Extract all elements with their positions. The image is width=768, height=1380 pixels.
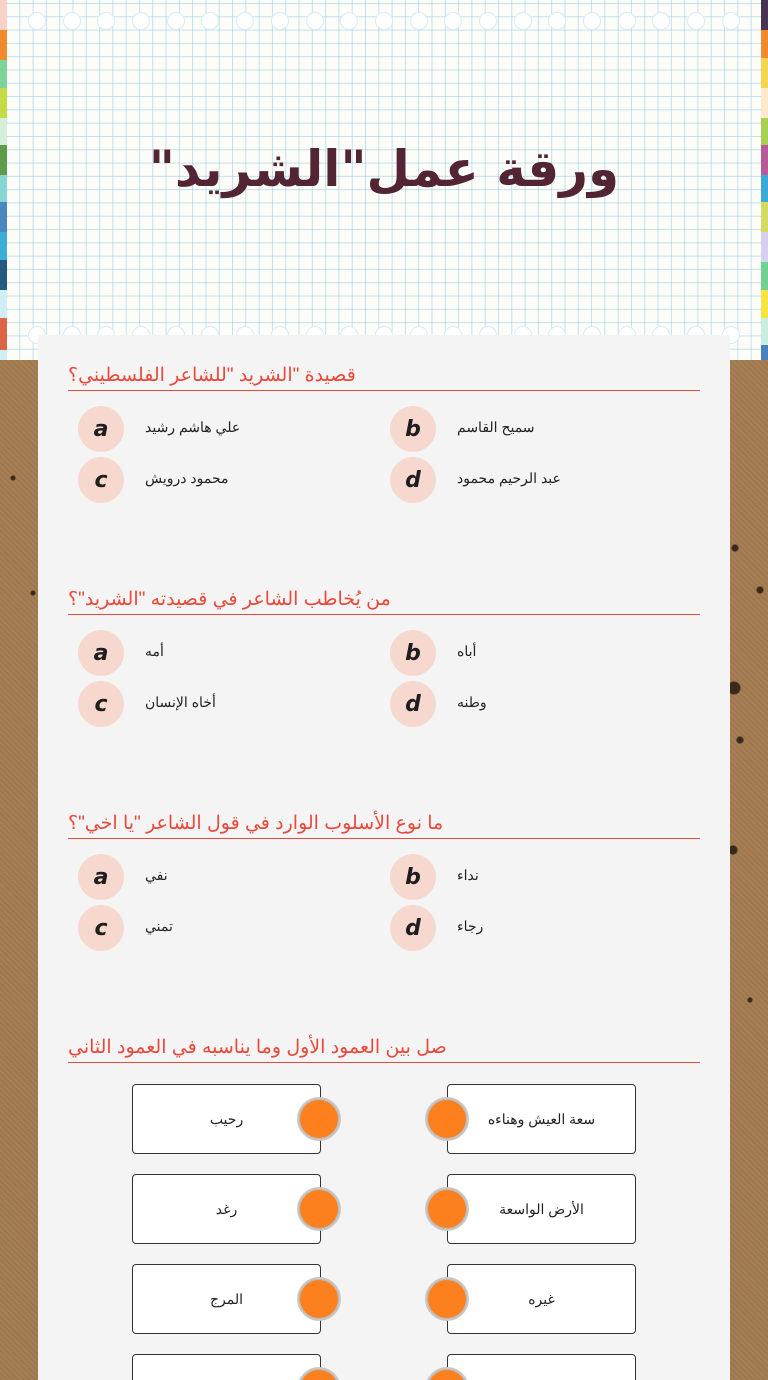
match-connector-right[interactable]: [425, 1277, 469, 1321]
choice-text: أمه: [145, 642, 164, 659]
match-right-item: غيره: [447, 1264, 636, 1334]
choice-b[interactable]: [390, 630, 476, 676]
choice-text: سميح القاسم: [457, 418, 535, 435]
match-row: [132, 1264, 636, 1334]
choice-b[interactable]: [390, 406, 535, 452]
choice-letter-badge: b: [390, 406, 436, 452]
match-right-item: الأرض الواسعة: [447, 1174, 636, 1244]
choice-text: رجاء: [457, 917, 484, 934]
choice-letter-badge: c: [78, 457, 124, 503]
choice-text: أخاه الإنسان: [145, 693, 216, 710]
match-left-item: رحيب: [132, 1084, 321, 1154]
choice-c[interactable]: [78, 457, 229, 503]
choice-letter-badge: b: [390, 854, 436, 900]
question-title: صل بين العمود الأول وما يناسبه في العمود الثاني: [68, 1033, 700, 1063]
match-row: [132, 1174, 636, 1244]
question-3: [68, 809, 700, 949]
question-title: قصيدة "الشريد "للشاعر الفلسطيني؟: [68, 361, 700, 391]
choice-letter-badge: a: [78, 406, 124, 452]
choice-text: تمني: [145, 917, 173, 934]
top-binder-holes: [28, 12, 740, 32]
choice-letter-badge: d: [390, 905, 436, 951]
match-connector-right[interactable]: [425, 1187, 469, 1231]
match-connector-left[interactable]: [297, 1097, 341, 1141]
match-row: [132, 1354, 636, 1380]
choice-letter-badge: c: [78, 681, 124, 727]
choice-a[interactable]: [78, 406, 240, 452]
worksheet-body: [38, 335, 730, 1380]
match-left-item: المرج: [132, 1264, 321, 1334]
match-connector-left[interactable]: [297, 1277, 341, 1321]
choice-text: نفي: [145, 866, 168, 883]
match-connector-right[interactable]: [425, 1097, 469, 1141]
worksheet-header: [0, 0, 768, 360]
match-right-item: [447, 1354, 636, 1380]
choice-d[interactable]: [390, 905, 483, 951]
choice-c[interactable]: [78, 681, 216, 727]
choice-text: محمود درويش: [145, 469, 229, 486]
match-right-item: سعة العيش وهناءه: [447, 1084, 636, 1154]
choice-text: علي هاشم رشيد: [145, 418, 241, 435]
choice-c[interactable]: [78, 905, 173, 951]
choice-letter-badge: d: [390, 681, 436, 727]
choice-letter-badge: b: [390, 630, 436, 676]
match-left-item: رغد: [132, 1174, 321, 1244]
choice-letter-badge: a: [78, 630, 124, 676]
choice-letter-badge: a: [78, 854, 124, 900]
question-title: ما نوع الأسلوب الوارد في قول الشاعر "يا اخي"؟: [68, 809, 700, 839]
choice-b[interactable]: [390, 854, 479, 900]
choice-a[interactable]: [78, 630, 164, 676]
choice-text: عبد الرحيم محمود: [457, 469, 561, 486]
choice-d[interactable]: [390, 457, 561, 503]
choice-a[interactable]: [78, 854, 168, 900]
match-row: [132, 1084, 636, 1154]
choice-letter-badge: c: [78, 905, 124, 951]
question-1: [68, 361, 700, 501]
choice-d[interactable]: [390, 681, 487, 727]
choice-text: نداء: [457, 866, 479, 883]
page-title: ورقة عمل"الشريد": [148, 140, 620, 198]
match-left-item: [132, 1354, 321, 1380]
choice-text: وطنه: [457, 693, 487, 710]
match-connector-left[interactable]: [297, 1187, 341, 1231]
choice-letter-badge: d: [390, 457, 436, 503]
choice-text: أباه: [457, 642, 477, 659]
question-2: [68, 585, 700, 725]
matching-question: [68, 1033, 700, 1063]
question-title: من يُخاطب الشاعر في قصيدته "الشريد"؟: [68, 585, 700, 615]
